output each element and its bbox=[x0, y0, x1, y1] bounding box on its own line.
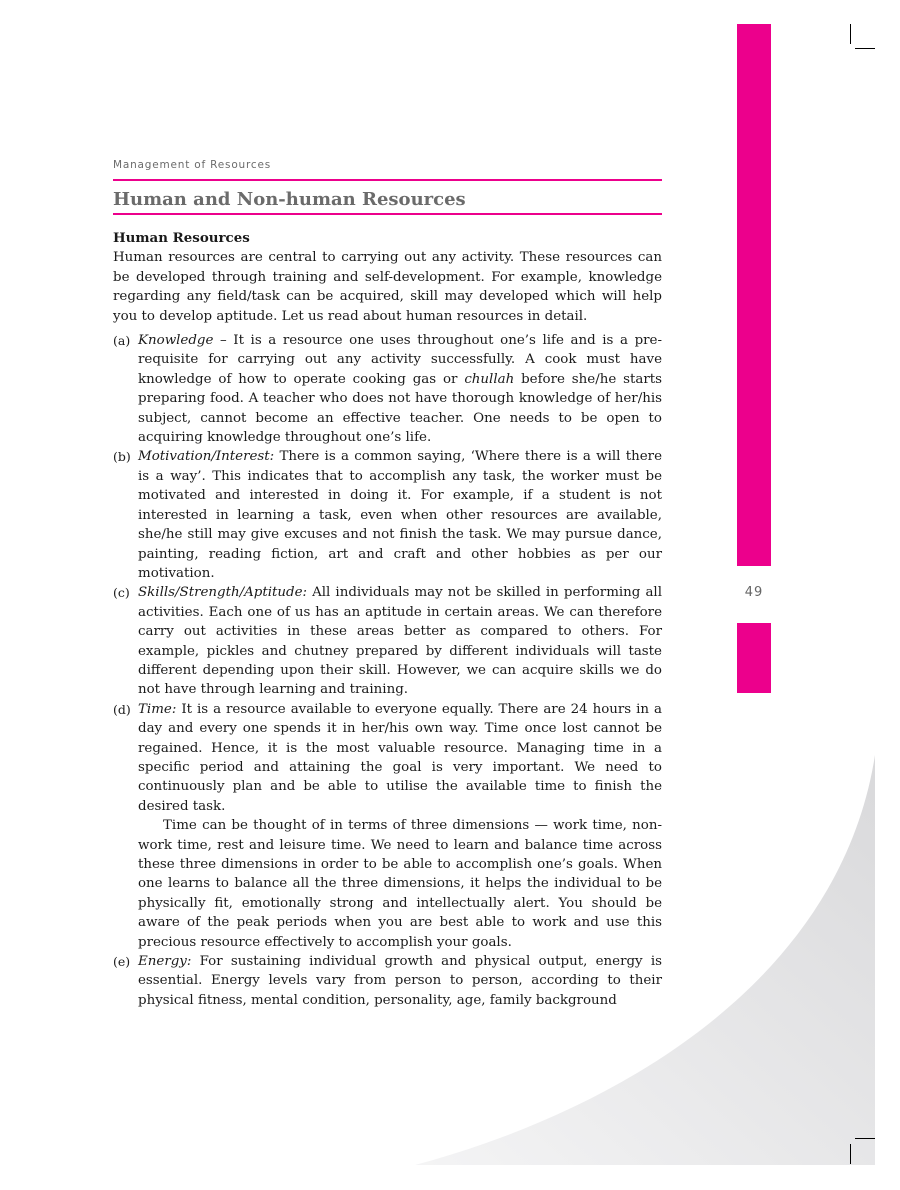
margin-accent-bar-top bbox=[737, 24, 771, 566]
list-item-energy bbox=[113, 952, 662, 1010]
term-knowledge: Knowledge bbox=[138, 333, 214, 349]
body-text bbox=[113, 229, 662, 1010]
item-text: It is a resource available to everyone equally. There are 24 hours in a day and every one spends it in her/his own way. Time once lost cannot be regained. Hence, it is the most valuable resource. Managing time in a specific period and attaining the goal is very important. We need to continuously plan and be able to utilise the available time to finish the desired task. bbox=[138, 701, 662, 814]
item-text: before she/he starts preparing food. A teacher who does not have thorough knowledge of her/his subject, cannot become an effective teacher. One needs to be open to acquiring knowledge throughout one’s life. bbox=[138, 371, 662, 446]
item-text: For sustaining individual growth and physical output, energy is essential. Energy levels vary from person to person, according to their physical fitness, mental condition, personality, age, family background bbox=[138, 954, 662, 1008]
header-rule-bottom bbox=[113, 213, 662, 215]
term-energy: Energy: bbox=[138, 954, 192, 970]
crop-mark-top-vertical bbox=[850, 24, 851, 44]
intro-paragraph: Human resources are central to carrying out any activity. These resources can be developed through training and self-development. For example, knowledge regarding any field/task can be acquired, skill may developed which will help you to develop aptitude. Let us read about human resources in detail. bbox=[113, 250, 662, 324]
list-marker: (b) bbox=[113, 449, 131, 465]
list-marker: (a) bbox=[113, 333, 131, 349]
term-motivation: Motivation/Interest: bbox=[138, 449, 275, 465]
margin-accent-bar-bottom bbox=[737, 623, 771, 693]
resource-list bbox=[113, 331, 662, 1010]
list-item-skills bbox=[113, 583, 662, 699]
item-text: All individuals may not be skilled in performing all activities. Each one of us has an aptitude in certain areas. We can therefore carry out activities in these areas better as compared to others. For example, pickles and chutney prepared by different individuals will taste different depending upon their skill. However, we can acquire skills we do not have through learning and training. bbox=[138, 585, 662, 698]
term-chullah: chullah bbox=[464, 371, 515, 387]
list-item-knowledge bbox=[113, 331, 662, 447]
crop-mark-bottom-horizontal bbox=[855, 1138, 875, 1139]
item-text: There is a common saying, ‘Where there is a will there is a way’. This indicates that to accomplish any task, the worker must be motivated and interested in doing it. For example, if a student is not interested in learning a task, even when other resources are available, she/he still may give excuses and not finish the task. We may pursue dance, painting, reading fiction, art and craft and other hobbies as per our motivation. bbox=[138, 449, 662, 581]
item-text: – It is a resource one uses throughout one’s life and is a pre-requisite for carrying out any activity successfully. A cook must have knowledge of how to operate cooking gas or bbox=[138, 333, 662, 387]
running-head: Management of Resources bbox=[113, 159, 271, 171]
header-rule-top bbox=[113, 179, 662, 181]
list-item-motivation bbox=[113, 447, 662, 583]
crop-mark-top-horizontal bbox=[855, 48, 875, 49]
list-marker: (d) bbox=[113, 701, 131, 717]
section-title: Human and Non-human Resources bbox=[113, 189, 466, 210]
crop-mark-bottom-vertical bbox=[850, 1144, 851, 1164]
term-skills: Skills/Strength/Aptitude: bbox=[138, 585, 308, 601]
list-marker: (e) bbox=[113, 954, 131, 970]
subheading: Human Resources bbox=[113, 230, 250, 246]
page-number: 49 bbox=[744, 585, 764, 600]
list-item-time bbox=[113, 700, 662, 952]
term-time: Time: bbox=[138, 701, 177, 717]
list-marker: (c) bbox=[113, 585, 130, 601]
time-paragraph-2: Time can be thought of in terms of three dimensions — work time, non-work time, rest and leisure time. We need to learn and balance time across these three dimensions in order to be able to accomplish one’s goals. When one learns to balance all the three dimensions, it helps the individual to be physically fit, emotionally strong and intellectually alert. You should be aware of the peak periods when you are best able to work and use this precious resource effectively to accomplish your goals. bbox=[138, 818, 662, 950]
